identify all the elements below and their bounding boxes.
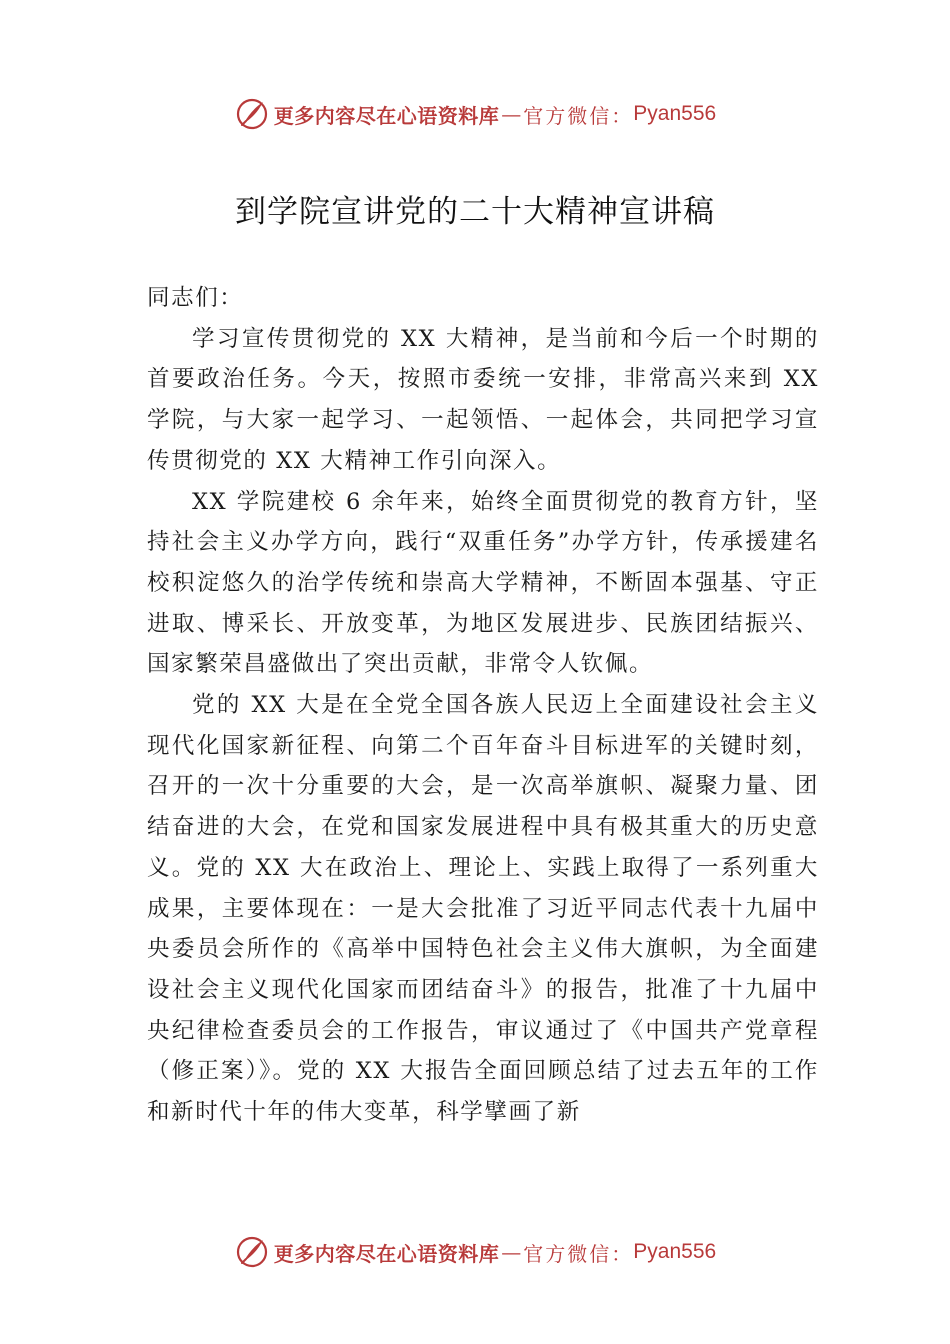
paragraph-1: 学习宣传贯彻党的 XX 大精神，是当前和今后一个时期的首要政治任务。今天，按照市委统一安排，非常高兴来到 XX 学院，与大家一起学习、一起领悟、一起体会，共同把学习宣传贯彻党的 XX 大精神工作引向深入。 (147, 325, 819, 474)
quill-pen-logo-icon (234, 1234, 270, 1270)
header-banner (0, 92, 950, 136)
footer-banner (0, 1230, 950, 1274)
banner-text: 更多内容尽在心语资料库 (273, 103, 500, 128)
banner-wechat-id: Pyan556 (633, 1240, 717, 1263)
banner-dash: — (501, 1240, 522, 1264)
banner-wechat-id: Pyan556 (633, 102, 717, 125)
paragraph-3: 党的 XX 大是在全党全国各族人民迈上全面建设社会主义现代化国家新征程、向第二个百年奋斗目标进军的关键时刻，召开的一次十分重要的大会，是一次高举旗帜、凝聚力量、团结奋进的大会，在党和国家发展进程中具有极其重大的历史意义。党的 XX 大在政治上、理论上、实践上取得了一系列重大成果，主要体现在：一是大会批准了习近平同志代表十九届中央委员会所作的《高举中国特色社会主义伟大旗帜，为全面建设社会主义现代化国家而团结奋斗》的报告，批准了十九届中央纪律检查委员会的工作报告，审议通过了《中国共产党章程（修正案）》。党的 XX 大报告全面回顾总结了过去五年的工作和新时代十年的伟大变革，科学擘画了新 (147, 692, 819, 1126)
banner-wechat-label: 官方微信： (523, 1241, 634, 1266)
banner-wechat-label: 官方微信： (523, 103, 634, 128)
quill-pen-logo-icon (234, 96, 270, 132)
banner-dash: — (501, 102, 522, 126)
salutation: 同志们： (147, 285, 244, 311)
paragraph-2: XX 学院建校 6 余年来，始终全面贯彻党的教育方针，坚持社会主义办学方向，践行“双重任务”办学方针，传承援建名校积淀悠久的治学传统和崇高大学精神，不断固本强基、守正进取、博采长、开放变革，为地区发展进步、民族团结振兴、国家繁荣昌盛做出了突出贡献，非常令人钦佩。 (147, 488, 819, 678)
document-body (147, 278, 819, 1133)
document-title: 到学院宣讲党的二十大精神宣讲稿 (235, 194, 715, 230)
banner-text: 更多内容尽在心语资料库 (273, 1241, 500, 1266)
